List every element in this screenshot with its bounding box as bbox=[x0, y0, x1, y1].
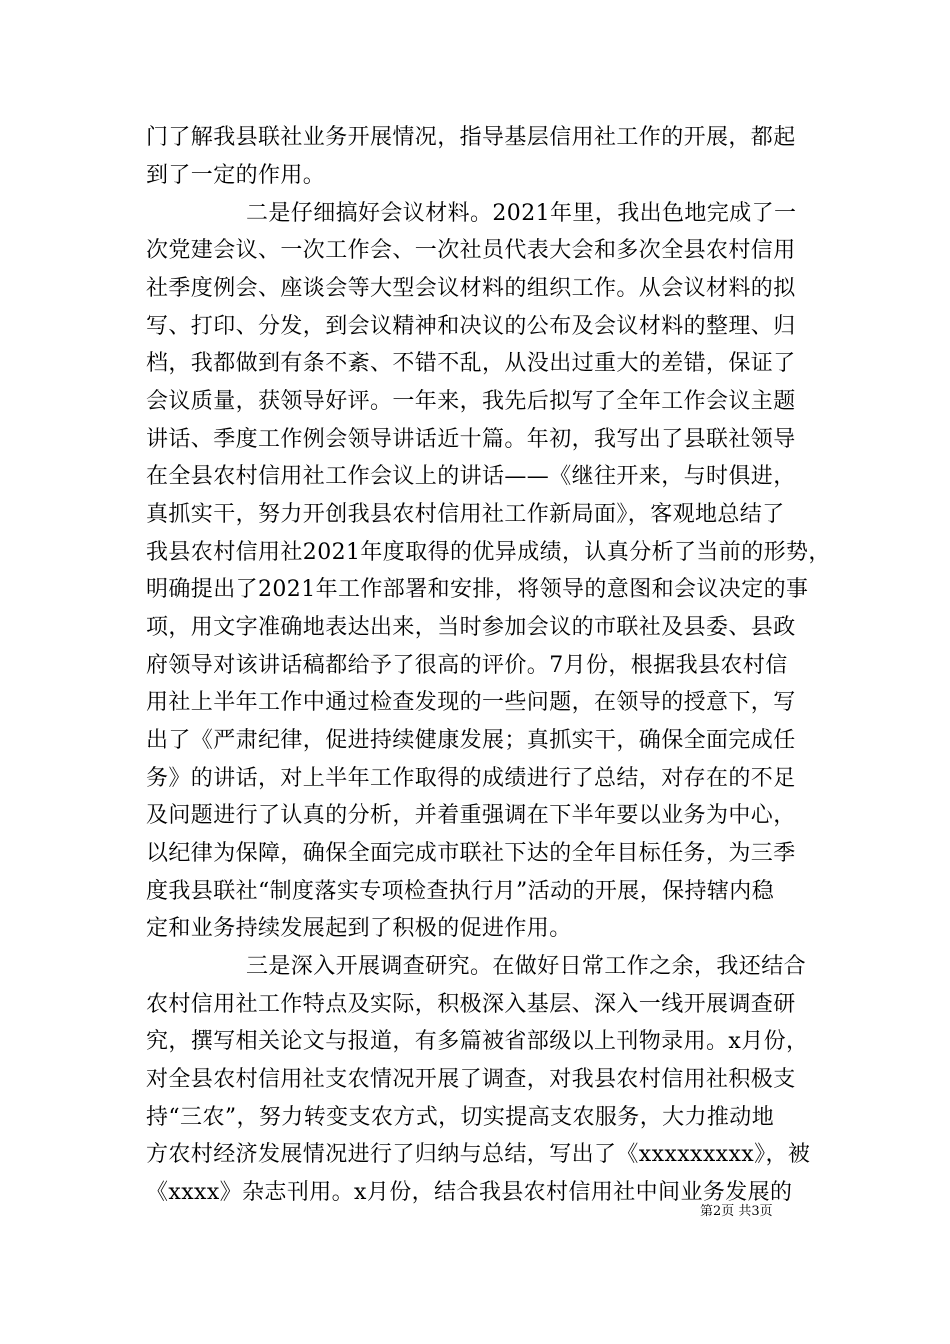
text-line: 档，我都做到有条不紊、不错不乱，从没出过重大的差错，保证了 bbox=[146, 351, 796, 376]
text-line: 用社上半年工作中通过检查发现的一些问题，在领导的授意下，写 bbox=[146, 690, 796, 715]
text-line: 真抓实干，努力开创我县农村信用社工作新局面》，客观地总结了 bbox=[146, 502, 785, 527]
text-line: 府领导对该讲话稿都给予了很高的评价。7月份，根据我县农村信 bbox=[146, 653, 788, 678]
text-line: 农村信用社工作特点及实际，积极深入基层、深入一线开展调查研 bbox=[146, 992, 796, 1017]
text-line: 次党建会议、一次工作会、一次社员代表大会和多次全县农村信用 bbox=[146, 238, 796, 263]
text-line: 究，撰写相关论文与报道，有多篇被省部级以上刊物录用。x月份， bbox=[146, 1029, 809, 1054]
text-line: 以纪律为保障，确保全面完成市联社下达的全年目标任务，为三季 bbox=[146, 841, 796, 866]
text-line: 写、打印、分发，到会议精神和决议的公布及会议材料的整理、归 bbox=[146, 314, 796, 339]
text-line: 及问题进行了认真的分析，并着重强调在下半年要以业务为中心， bbox=[146, 803, 796, 828]
paragraph-start-line: 二是仔细搞好会议材料。2021年里，我出色地完成了一 bbox=[246, 201, 797, 226]
text-line: 到了一定的作用。 bbox=[146, 163, 326, 188]
text-line: 社季度例会、座谈会等大型会议材料的组织工作。从会议材料的拟 bbox=[146, 276, 796, 301]
text-line: 门了解我县联社业务开展情况，指导基层信用社工作的开展，都起 bbox=[146, 125, 796, 150]
text-line: 务》的讲话，对上半年工作取得的成绩进行了总结，对存在的不足 bbox=[146, 766, 796, 791]
text-line: 在全县农村信用社工作会议上的讲话——《继往开来，与时俱进， bbox=[146, 464, 796, 489]
text-line: 定和业务持续发展起到了积极的促进作用。 bbox=[146, 916, 572, 941]
text-line: 项，用文字准确地表达出来，当时参加会议的市联社及县委、县政 bbox=[146, 615, 796, 640]
text-line: 出了《严肃纪律，促进持续健康发展；真抓实干，确保全面完成任 bbox=[146, 728, 796, 753]
text-line: 讲话、季度工作例会领导讲话近十篇。年初，我写出了县联社领导 bbox=[146, 427, 796, 452]
text-line: 《xxxx》杂志刊用。x月份，结合我县农村信用社中间业务发展的 bbox=[146, 1180, 793, 1205]
text-line: 方农村经济发展情况进行了归纳与总结，写出了《xxxxxxxxx》，被 bbox=[146, 1142, 811, 1167]
text-line: 度我县联社“制度落实专项检查执行月”活动的开展，保持辖内稳 bbox=[146, 879, 775, 904]
page-number-footer: 第2页 共3页 bbox=[700, 1204, 773, 1219]
text-line: 我县农村信用社2021年度取得的优异成绩，认真分析了当前的形势， bbox=[146, 540, 831, 565]
text-line: 明确提出了2021年工作部署和安排，将领导的意图和会议决定的事 bbox=[146, 577, 809, 602]
text-line: 对全县农村信用社支农情况开展了调查，对我县农村信用社积极支 bbox=[146, 1067, 796, 1092]
text-line: 持“三农”，努力转变支农方式，切实提高支农服务，大力推动地 bbox=[146, 1105, 775, 1130]
text-line: 会议质量，获领导好评。一年来，我先后拟写了全年工作会议主题 bbox=[146, 389, 796, 414]
paragraph-start-line: 三是深入开展调查研究。在做好日常工作之余，我还结合 bbox=[246, 954, 807, 979]
